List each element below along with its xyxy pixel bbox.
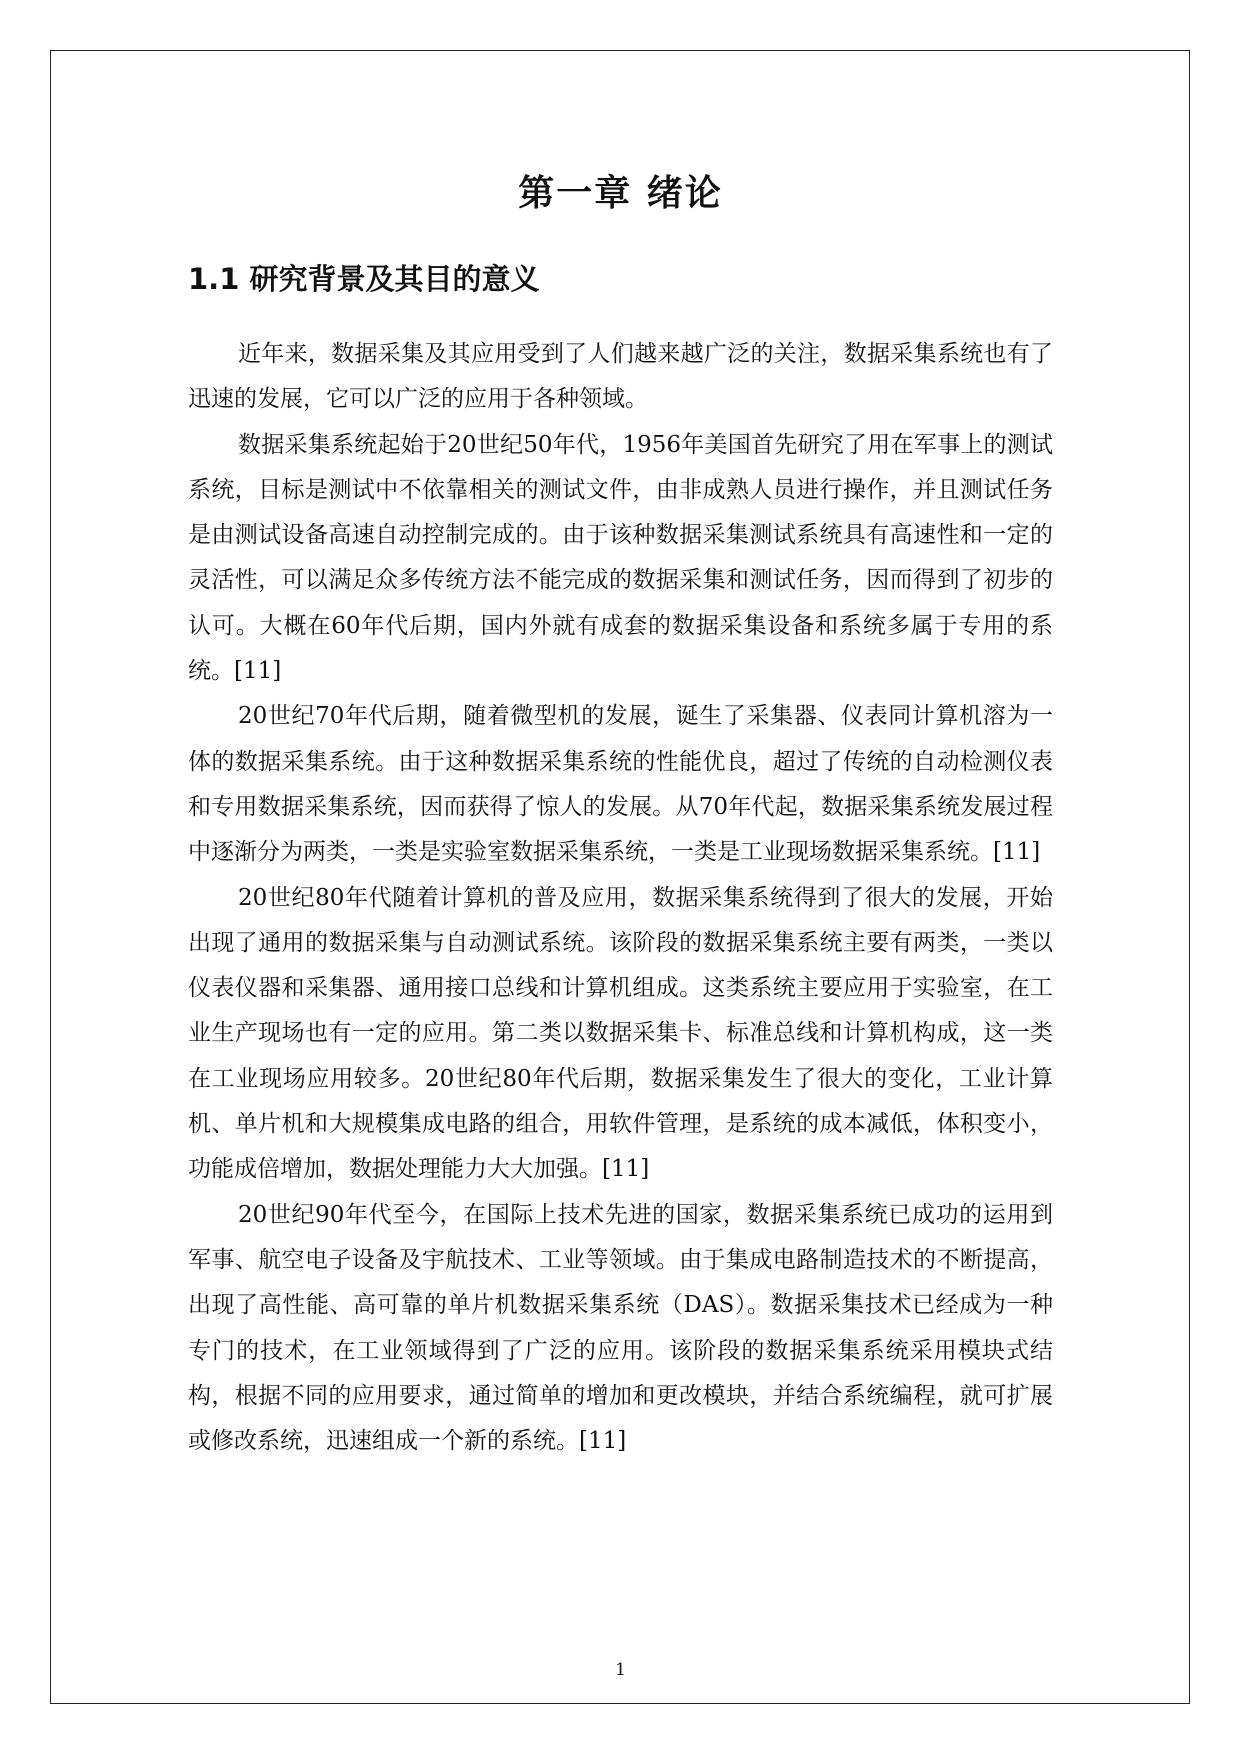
paragraph: 20世纪80年代随着计算机的普及应用，数据采集系统得到了很大的发展，开始出现了通用的数据采集与自动测试系统。该阶段的数据采集系统主要有两类，一类以仪表仪器和采集器、通用接口总线和计算机组成。这类系统主要应用于实验室，在工业生产现场也有一定的应用。第二类以数据采集卡、标准总线和计算机构成，这一类在工业现场应用较多。20世纪80年代后期，数据采集发生了很大的变化，工业计算机、单片机和大规模集成电路的组合，用软件管理，是系统的成本减低，体积变小，功能成倍增加，数据处理能力大大加强。[11] xyxy=(188,884,1053,1183)
paragraph: 20世纪70年代后期，随着微型机的发展，诞生了采集器、仪表同计算机溶为一体的数据采集系统。由于这种数据采集系统的性能优良，超过了传统的自动检测仪表和专用数据采集系统，因而获得了惊人的发展。从70年代起，数据采集系统发展过程中逐渐分为两类，一类是实验室数据采集系统，一类是工业现场数据采集系统。[11] xyxy=(188,703,1053,866)
section-title: 1.1 研究背景及其目的意义 xyxy=(188,262,540,296)
paragraph: 20世纪90年代至今，在国际上技术先进的国家，数据采集系统已成功的运用到军事、航空电子设备及宇航技术、工业等领域。由于集成电路制造技术的不断提高，出现了高性能、高可靠的单片机数据采集系统（DAS）。数据采集技术已经成为一种专门的技术，在工业领域得到了广泛的应用。该阶段的数据采集系统采用模块式结构，根据不同的应用要求，通过简单的增加和更改模块，并结合系统编程，就可扩展或修改系统，迅速组成一个新的系统。[11] xyxy=(188,1201,1053,1455)
page-number: 1 xyxy=(615,1660,626,1680)
paragraph: 近年来，数据采集及其应用受到了人们越来越广泛的关注，数据采集系统也有了迅速的发展，它可以广泛的应用于各种领域。 xyxy=(188,341,1053,413)
body-text xyxy=(188,332,1053,1464)
paragraph: 数据采集系统起始于20世纪50年代，1956年美国首先研究了用在军事上的测试系统，目标是测试中不依靠相关的测试文件，由非成熟人员进行操作，并且测试任务是由测试设备高速自动控制完成的。由于该种数据采集测试系统具有高速性和一定的灵活性，可以满足众多传统方法不能完成的数据采集和测试任务，因而得到了初步的认可。大概在60年代后期，国内外就有成套的数据采集设备和系统多属于专用的系统。[11] xyxy=(188,431,1053,685)
chapter-title: 第一章 绪论 xyxy=(518,173,723,214)
